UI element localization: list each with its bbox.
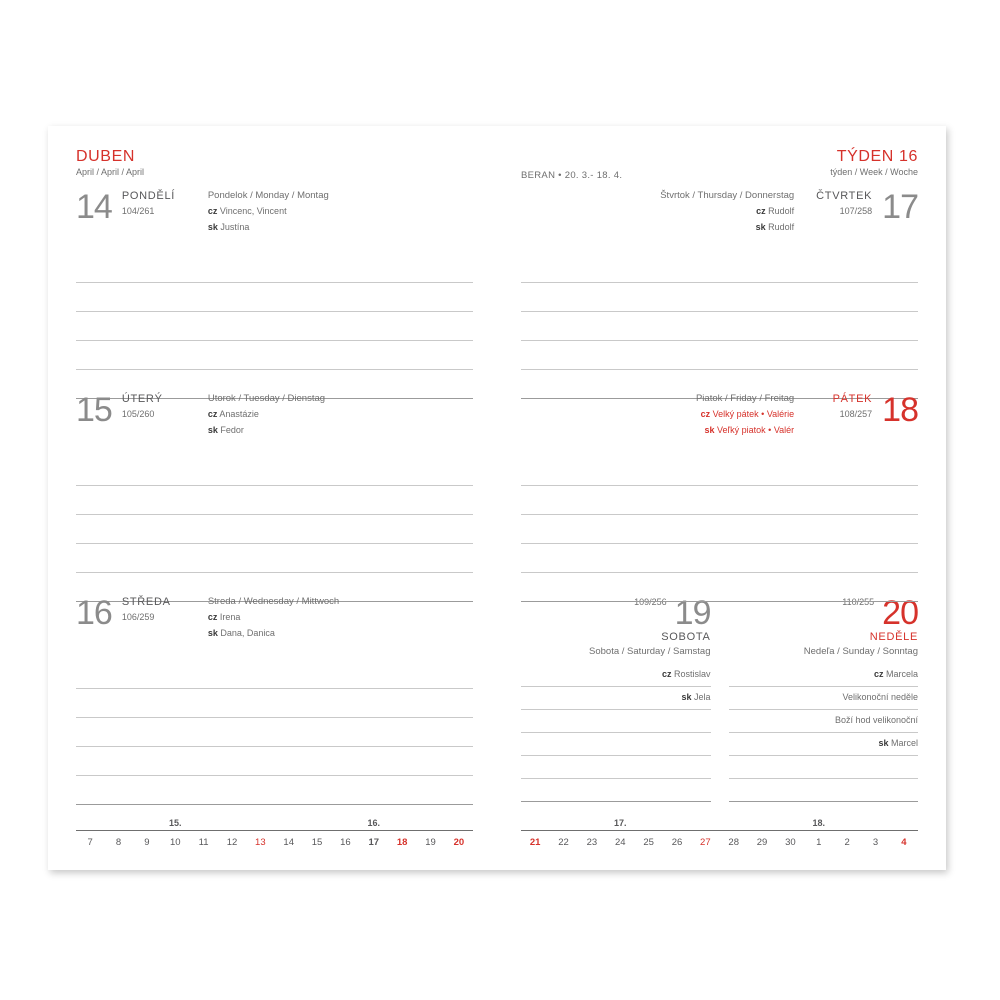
writing-line[interactable] bbox=[76, 457, 473, 486]
day-count: 110/255 bbox=[842, 597, 875, 607]
footer-day[interactable]: 9 bbox=[144, 837, 150, 848]
writing-line[interactable] bbox=[76, 718, 473, 747]
nameday-sk-code: sk bbox=[681, 692, 692, 702]
day-name: STŘEDA bbox=[121, 596, 171, 608]
day-block-saturday bbox=[521, 596, 711, 802]
day-languages: Pondelok / Monday / Montag bbox=[207, 190, 329, 201]
nameday-sk bbox=[208, 221, 473, 234]
nameday-cz-text: Rudolf bbox=[768, 206, 795, 216]
writing-line[interactable] bbox=[521, 756, 711, 779]
day-number: 20 bbox=[882, 594, 918, 632]
right-page bbox=[497, 126, 946, 870]
footer-day[interactable]: 26 bbox=[671, 837, 683, 848]
footer-day[interactable]: 17 bbox=[368, 837, 380, 848]
nameday-sk-text: Dana, Danica bbox=[220, 628, 275, 638]
writing-line[interactable] bbox=[76, 689, 473, 718]
footer-day[interactable]: 21 bbox=[529, 837, 541, 848]
day-name: PONDĚLÍ bbox=[121, 190, 176, 202]
nameday-sk-code: sk bbox=[207, 222, 218, 232]
footer-day[interactable]: 2 bbox=[844, 837, 850, 848]
writing-line[interactable] bbox=[76, 747, 473, 776]
day-count: 107/258 bbox=[839, 206, 873, 216]
holiday-easter-feast: Boží hod velikonoční bbox=[834, 715, 918, 725]
footer-day-row bbox=[521, 837, 918, 848]
nameday-cz bbox=[208, 205, 473, 218]
footer-day[interactable]: 11 bbox=[198, 837, 209, 848]
nameday-sk-text: Rudolf bbox=[768, 222, 795, 232]
footer-day[interactable]: 25 bbox=[643, 837, 654, 848]
nameday-sk-text: Jela bbox=[693, 692, 711, 702]
nameday-cz-code: cz bbox=[207, 409, 218, 419]
footer-week-row bbox=[521, 818, 918, 831]
day-number: 19 bbox=[674, 594, 711, 632]
writing-line[interactable] bbox=[521, 544, 918, 573]
weekend-block bbox=[521, 596, 918, 802]
writing-line[interactable] bbox=[76, 660, 473, 689]
nameday-cz-text: Irena bbox=[219, 612, 241, 622]
writing-line[interactable] bbox=[521, 486, 918, 515]
footer-week-number: 17. bbox=[613, 818, 627, 828]
footer-day-row bbox=[76, 837, 473, 848]
writing-lines[interactable] bbox=[521, 664, 711, 802]
writing-line[interactable] bbox=[76, 515, 473, 544]
nameday-cz-code: cz bbox=[207, 612, 218, 622]
week-title: TÝDEN 16 bbox=[836, 148, 918, 165]
writing-line[interactable] bbox=[521, 573, 918, 602]
day-number: 17 bbox=[882, 188, 918, 226]
day-count: 109/256 bbox=[634, 597, 667, 607]
footer-day[interactable]: 22 bbox=[558, 837, 569, 848]
day-block bbox=[76, 596, 473, 799]
day-name: PÁTEK bbox=[832, 393, 873, 405]
footer-week-row bbox=[76, 818, 473, 831]
nameday-cz-code: cz bbox=[700, 409, 711, 419]
day-languages: Utorok / Tuesday / Dienstag bbox=[207, 393, 326, 404]
footer-day[interactable]: 18 bbox=[396, 837, 408, 848]
writing-lines[interactable] bbox=[521, 457, 918, 602]
nameday-sk-code: sk bbox=[704, 425, 715, 435]
writing-line[interactable] bbox=[521, 312, 918, 341]
planner-spread bbox=[48, 126, 946, 870]
day-languages: Piatok / Friday / Freitag bbox=[695, 393, 795, 404]
footer-day[interactable]: 7 bbox=[87, 837, 93, 848]
day-header bbox=[521, 393, 918, 443]
nameday-sk-text: Marcel bbox=[890, 738, 918, 748]
nameday-cz bbox=[662, 669, 711, 679]
nameday-cz bbox=[521, 205, 794, 218]
nameday-cz-code: cz bbox=[207, 206, 218, 216]
day-languages: Štvrtok / Thursday / Donnerstag bbox=[660, 190, 795, 201]
writing-line[interactable] bbox=[521, 779, 711, 802]
writing-line[interactable] bbox=[729, 779, 919, 802]
writing-line[interactable] bbox=[521, 254, 918, 283]
nameday-cz-code: cz bbox=[873, 669, 884, 679]
writing-lines[interactable] bbox=[76, 660, 473, 805]
nameday-sk-code: sk bbox=[207, 628, 218, 638]
footer-day[interactable]: 23 bbox=[586, 837, 598, 848]
writing-line[interactable] bbox=[76, 254, 473, 283]
footer-day[interactable]: 1 bbox=[816, 837, 822, 848]
footer-calendar-right bbox=[521, 818, 918, 848]
nameday-cz-code: cz bbox=[661, 669, 672, 679]
nameday-cz-text: Marcela bbox=[885, 669, 918, 679]
day-count: 106/259 bbox=[121, 612, 155, 622]
nameday-sk bbox=[681, 692, 710, 702]
day-block bbox=[521, 190, 918, 393]
nameday-sk-code: sk bbox=[755, 222, 766, 232]
nameday-sk bbox=[521, 221, 794, 234]
footer-day[interactable]: 19 bbox=[425, 837, 436, 848]
footer-day[interactable]: 30 bbox=[785, 837, 796, 848]
nameday-sk-text: Justína bbox=[220, 222, 250, 232]
day-name: ÚTERÝ bbox=[121, 393, 163, 405]
writing-line[interactable] bbox=[729, 664, 919, 687]
footer-day[interactable]: 28 bbox=[728, 837, 739, 848]
day-block bbox=[76, 190, 473, 393]
nameday-sk bbox=[208, 627, 473, 640]
day-number: 18 bbox=[882, 391, 918, 429]
writing-line[interactable] bbox=[729, 710, 919, 733]
writing-lines[interactable] bbox=[729, 664, 919, 802]
nameday-cz bbox=[208, 408, 473, 421]
nameday-cz-text: Vincenc, Vincent bbox=[219, 206, 287, 216]
day-name: SOBOTA bbox=[661, 631, 711, 643]
week-languages: týden / Week / Woche bbox=[830, 167, 918, 177]
footer-calendar-left bbox=[76, 818, 473, 848]
nameday-cz-text: Rostislav bbox=[673, 669, 711, 679]
day-header bbox=[76, 393, 473, 443]
writing-line[interactable] bbox=[729, 756, 919, 779]
day-count: 108/257 bbox=[839, 409, 873, 419]
nameday-sk-code: sk bbox=[878, 738, 889, 748]
writing-line[interactable] bbox=[76, 341, 473, 370]
nameday-sk bbox=[878, 738, 918, 748]
footer-day[interactable]: 15 bbox=[311, 837, 323, 848]
footer-week-number: 18. bbox=[812, 818, 825, 828]
footer-day[interactable]: 3 bbox=[872, 837, 879, 848]
nameday-cz-text: Anastázie bbox=[219, 409, 259, 419]
nameday-cz bbox=[874, 669, 918, 679]
writing-line[interactable] bbox=[521, 341, 918, 370]
footer-day[interactable]: 27 bbox=[700, 837, 711, 848]
footer-week-number: 15. bbox=[168, 818, 182, 828]
writing-line[interactable] bbox=[76, 776, 473, 805]
writing-lines[interactable] bbox=[521, 254, 918, 399]
footer-day[interactable]: 4 bbox=[901, 837, 907, 848]
day-count: 104/261 bbox=[121, 206, 155, 216]
nameday-sk-code: sk bbox=[207, 425, 218, 435]
footer-day[interactable]: 10 bbox=[169, 837, 181, 848]
zodiac-label: BERAN • 20. 3.- 18. 4. bbox=[521, 170, 623, 181]
nameday-sk-text: Veľký piatok • Valér bbox=[717, 425, 795, 435]
nameday-sk-text: Fedor bbox=[220, 425, 244, 435]
day-block bbox=[521, 393, 918, 596]
nameday-cz bbox=[208, 611, 473, 624]
footer-day[interactable]: 12 bbox=[226, 837, 238, 848]
holiday-easter-sunday: Velikonoční neděle bbox=[842, 692, 918, 702]
day-languages: Sobota / Saturday / Samstag bbox=[589, 646, 711, 657]
day-number: 14 bbox=[76, 188, 112, 226]
left-page bbox=[48, 126, 497, 870]
footer-day[interactable]: 13 bbox=[255, 837, 266, 848]
writing-line[interactable] bbox=[521, 710, 711, 733]
writing-line[interactable] bbox=[521, 515, 918, 544]
day-count: 105/260 bbox=[121, 409, 155, 419]
nameday-cz-text: Velký pátek • Valérie bbox=[712, 409, 795, 419]
footer-day[interactable]: 24 bbox=[614, 837, 626, 848]
footer-day[interactable]: 29 bbox=[756, 837, 768, 848]
writing-line[interactable] bbox=[521, 733, 711, 756]
nameday-sk bbox=[521, 424, 794, 437]
writing-lines[interactable] bbox=[76, 254, 473, 399]
month-title: DUBEN bbox=[76, 148, 136, 165]
nameday-cz-code: cz bbox=[756, 206, 766, 216]
writing-lines[interactable] bbox=[76, 457, 473, 602]
footer-day[interactable]: 20 bbox=[453, 837, 465, 848]
day-name: NEDĚLE bbox=[869, 631, 918, 643]
writing-line[interactable] bbox=[521, 283, 918, 312]
writing-line[interactable] bbox=[76, 283, 473, 312]
day-header bbox=[76, 596, 473, 646]
month-header bbox=[76, 148, 473, 178]
day-header bbox=[521, 190, 918, 240]
writing-line[interactable] bbox=[729, 733, 919, 756]
writing-line[interactable] bbox=[521, 457, 918, 486]
writing-line[interactable] bbox=[76, 312, 473, 341]
day-number: 16 bbox=[76, 594, 112, 632]
footer-week-number: 16. bbox=[367, 818, 380, 828]
day-header bbox=[76, 190, 473, 240]
footer-day[interactable]: 16 bbox=[340, 837, 351, 848]
writing-line[interactable] bbox=[76, 486, 473, 515]
day-block-sunday bbox=[729, 596, 919, 802]
nameday-cz bbox=[521, 408, 794, 421]
nameday-sk bbox=[208, 424, 473, 437]
month-languages: April / April / April bbox=[76, 167, 145, 177]
day-languages: Streda / Wednesday / Mittwoch bbox=[207, 596, 340, 607]
writing-line[interactable] bbox=[521, 687, 711, 710]
day-block bbox=[76, 393, 473, 596]
writing-line[interactable] bbox=[76, 544, 473, 573]
footer-day[interactable]: 8 bbox=[115, 837, 122, 848]
day-number: 15 bbox=[76, 391, 112, 429]
day-name: ČTVRTEK bbox=[816, 190, 873, 202]
footer-day[interactable]: 14 bbox=[283, 837, 294, 848]
writing-line[interactable] bbox=[521, 664, 711, 687]
writing-line[interactable] bbox=[729, 687, 919, 710]
day-languages: Nedeľa / Sunday / Sonntag bbox=[803, 646, 918, 657]
